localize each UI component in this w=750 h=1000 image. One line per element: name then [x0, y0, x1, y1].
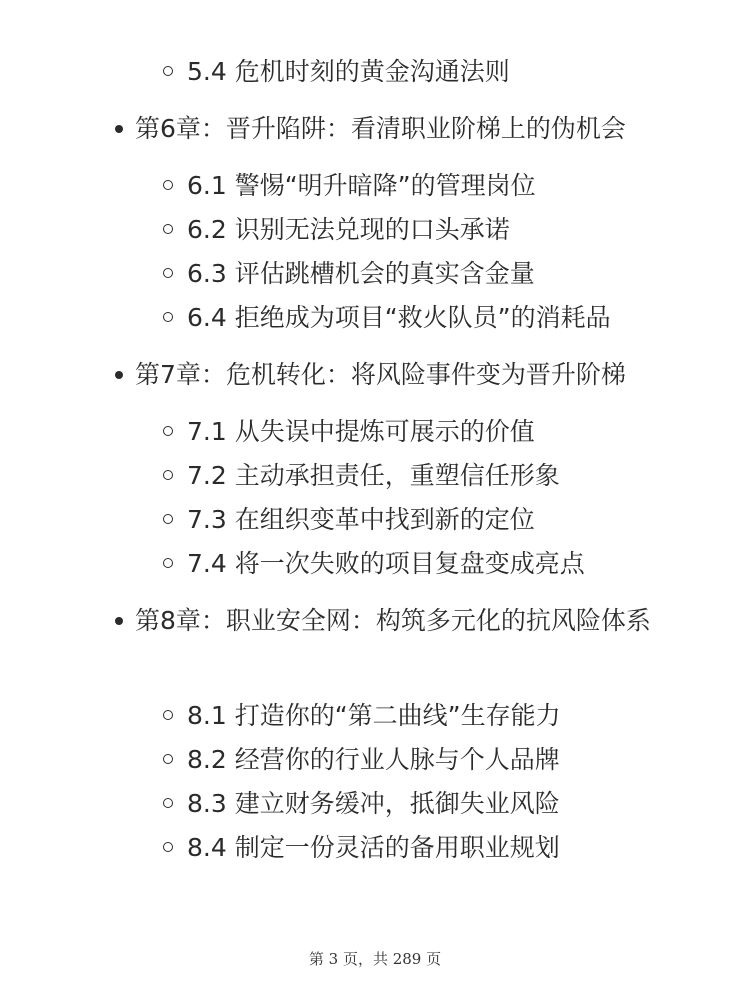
toc-section-5-4[interactable]	[187, 50, 510, 94]
toc-section-label: 6.2 识别无法兑现的口头承诺	[187, 215, 510, 244]
toc-section-label: 7.3 在组织变革中找到新的定位	[187, 505, 535, 534]
toc-section-8-1[interactable]	[187, 694, 561, 738]
hollow-bullet-icon	[163, 224, 173, 234]
toc-chapter-label: 第6章：晋升陷阱：看清职业阶梯上的伪机会	[135, 114, 626, 143]
toc-section-8-4[interactable]	[187, 826, 560, 870]
toc-chapter-label: 第7章：危机转化：将风险事件变为晋升阶梯	[135, 360, 626, 389]
toc-section-6-1[interactable]	[187, 164, 536, 208]
toc-section-6-2[interactable]	[187, 208, 510, 252]
toc-section-8-2[interactable]	[187, 738, 560, 782]
hollow-bullet-icon	[163, 268, 173, 278]
hollow-bullet-icon	[163, 754, 173, 764]
toc-chapter-6[interactable]	[135, 107, 675, 151]
toc-section-label: 7.4 将一次失败的项目复盘变成亮点	[187, 549, 585, 578]
toc-section-label: 7.2 主动承担责任，重塑信任形象	[187, 461, 560, 490]
toc-section-label: 8.2 经营你的行业人脉与个人品牌	[187, 745, 560, 774]
toc-section-label: 6.1 警惕“明升暗降”的管理岗位	[187, 171, 536, 200]
hollow-bullet-icon	[163, 514, 173, 524]
toc-section-7-4[interactable]	[187, 542, 585, 586]
toc-section-label: 8.4 制定一份灵活的备用职业规划	[187, 833, 560, 862]
toc-section-7-3[interactable]	[187, 498, 535, 542]
toc-section-label: 5.4 危机时刻的黄金沟通法则	[187, 57, 510, 86]
solid-bullet-icon	[115, 617, 123, 625]
hollow-bullet-icon	[163, 180, 173, 190]
hollow-bullet-icon	[163, 66, 173, 76]
toc-section-7-2[interactable]	[187, 454, 560, 498]
toc-section-label: 6.4 拒绝成为项目“救火队员”的消耗品	[187, 303, 611, 332]
hollow-bullet-icon	[163, 798, 173, 808]
hollow-bullet-icon	[163, 470, 173, 480]
solid-bullet-icon	[115, 371, 123, 379]
hollow-bullet-icon	[163, 426, 173, 436]
toc-section-6-3[interactable]	[187, 252, 535, 296]
toc-section-label: 6.3 评估跳槽机会的真实含金量	[187, 259, 535, 288]
toc-chapter-8[interactable]	[135, 599, 675, 643]
solid-bullet-icon	[115, 125, 123, 133]
toc-section-label: 8.1 打造你的“第二曲线”生存能力	[187, 701, 561, 730]
page-indicator: 第 3 页，共 289 页	[308, 950, 442, 968]
toc-chapter-7[interactable]	[135, 353, 675, 397]
hollow-bullet-icon	[163, 312, 173, 322]
toc-section-6-4[interactable]	[187, 296, 611, 340]
toc-section-label: 7.1 从失误中提炼可展示的价值	[187, 417, 535, 446]
toc-chapter-label: 第8章：职业安全网：构筑多元化的抗风险体系	[135, 606, 651, 635]
toc-section-label: 8.3 建立财务缓冲，抵御失业风险	[187, 789, 560, 818]
toc-section-7-1[interactable]	[187, 410, 535, 454]
hollow-bullet-icon	[163, 710, 173, 720]
hollow-bullet-icon	[163, 558, 173, 568]
toc-section-8-3[interactable]	[187, 782, 560, 826]
hollow-bullet-icon	[163, 842, 173, 852]
